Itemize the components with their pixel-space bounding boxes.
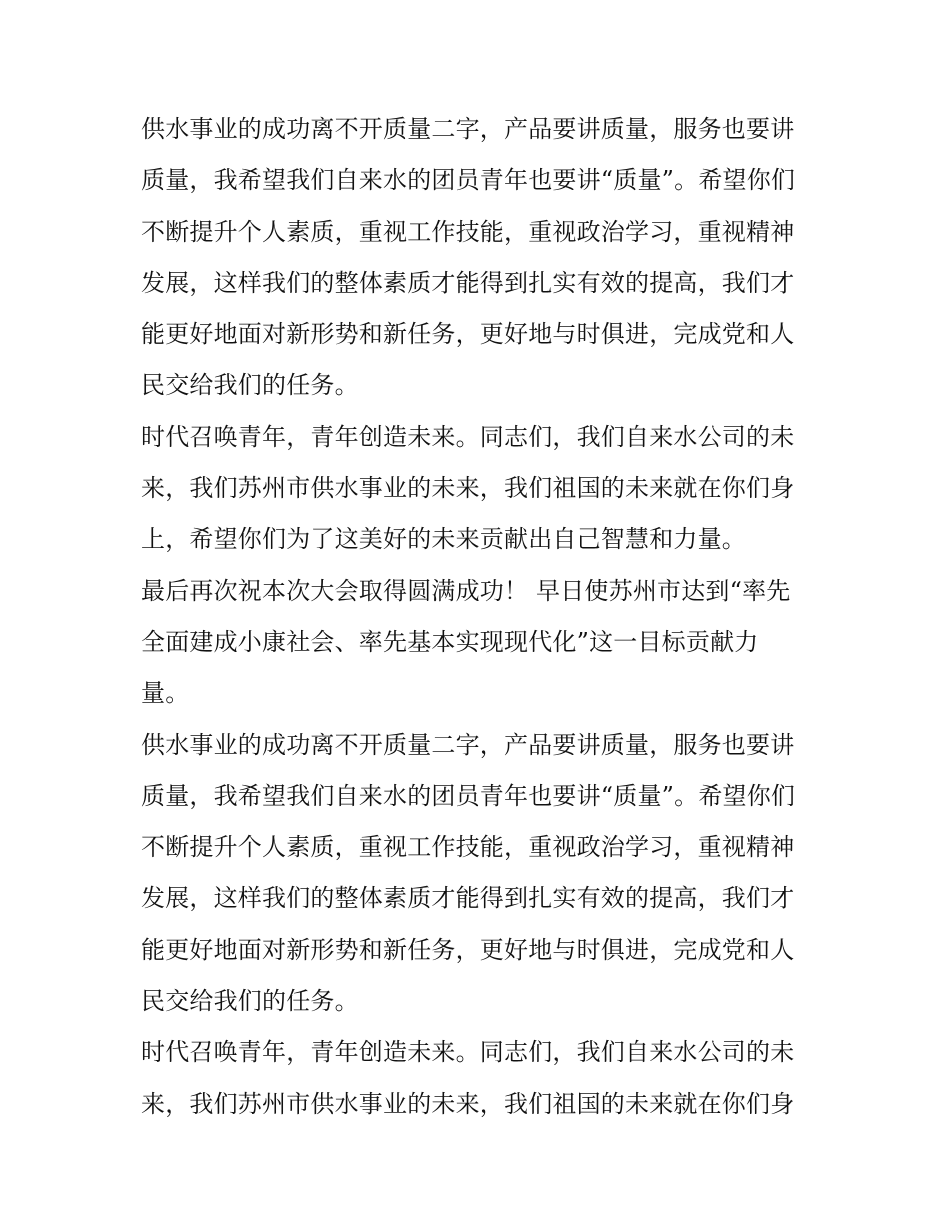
text-line: 量。 — [141, 679, 190, 708]
document-body — [141, 104, 816, 1130]
text-line: 质量，我希望我们自来水的团员青年也要讲“质量”。希望你们 — [141, 781, 796, 810]
text-line: 民交给我们的任务。 — [141, 987, 359, 1016]
text-line: 时代召唤青年，青年创造未来。同志们，我们自来水公司的未 — [141, 1038, 795, 1067]
text-line: 不断提升个人素质，重视工作技能，重视政治学习，重视精神 — [141, 217, 795, 246]
text-line: 不断提升个人素质，重视工作技能，重视政治学习，重视精神 — [141, 833, 795, 862]
text-line: 能更好地面对新形势和新任务，更好地与时俱进，完成党和人 — [141, 935, 795, 964]
text-line: 发展，这样我们的整体素质才能得到扎实有效的提高，我们才 — [141, 268, 795, 297]
text-line: 最后再次祝本次大会取得圆满成功！ 早日使苏州市达到“率先 — [141, 576, 791, 605]
text-line: 上，希望你们为了这美好的未来贡献出自己智慧和力量。 — [141, 525, 746, 554]
text-line: 供水事业的成功离不开质量二字，产品要讲质量，服务也要讲 — [141, 730, 795, 759]
text-line: 时代召唤青年，青年创造未来。同志们，我们自来水公司的未 — [141, 422, 795, 451]
text-line: 发展，这样我们的整体素质才能得到扎实有效的提高，我们才 — [141, 884, 795, 913]
text-line: 供水事业的成功离不开质量二字，产品要讲质量，服务也要讲 — [141, 115, 795, 143]
text-line: 来，我们苏州市供水事业的未来，我们祖国的未来就在你们身 — [141, 474, 795, 503]
text-line: 能更好地面对新形势和新任务，更好地与时俱进，完成党和人 — [141, 320, 795, 349]
text-line: 来，我们苏州市供水事业的未来，我们祖国的未来就在你们身 — [141, 1089, 795, 1118]
text-line: 质量，我希望我们自来水的团员青年也要讲“质量”。希望你们 — [141, 166, 796, 195]
text-line: 全面建成小康社会、率先基本实现现代化”这一目标贡献力 — [141, 627, 759, 656]
text-line: 民交给我们的任务。 — [141, 371, 359, 400]
